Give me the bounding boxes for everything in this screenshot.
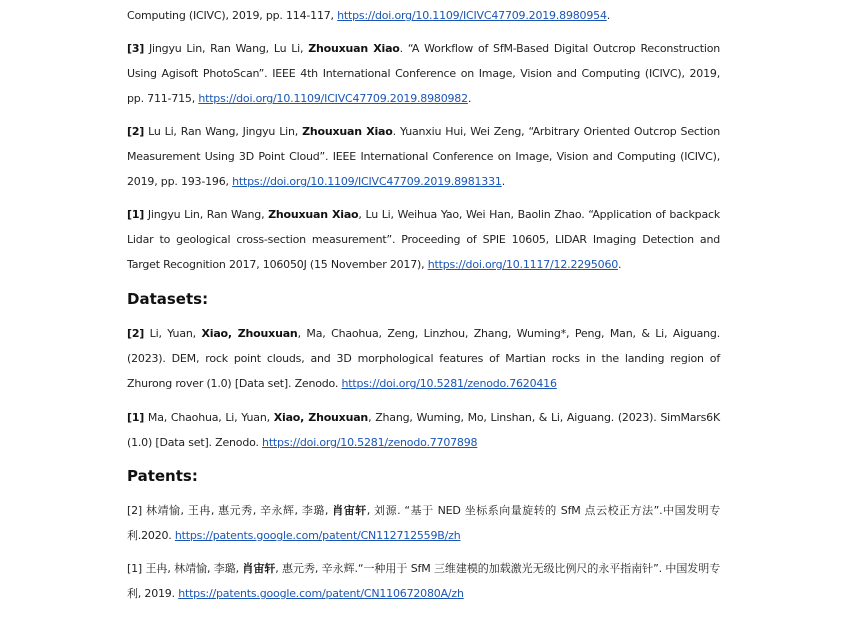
patent-1: [1] 王冉, 林靖愉, 李璐, 肖宙轩, 惠元秀, 辛永辉.“一种用于 SfM 三维建模的加载激光无级比例尺的永平指南针”. 中国发明专利, 2019. https://patents.google.com/patent/CN110672080A/zh (127, 562, 720, 600)
reference-continuation: Computing (ICIVC), 2019, pp. 114-117, https://doi.org/10.1109/ICIVC47709.2019.8980954. (127, 9, 611, 22)
author-highlight: Xiao, Zhouxuan (273, 411, 369, 424)
author-highlight: 肖宙轩 (242, 562, 276, 575)
author-highlight: Zhouxuan Xiao (308, 42, 400, 55)
doi-link[interactable]: https://doi.org/10.1117/12.2295060 (427, 258, 619, 271)
author-highlight: Zhouxuan Xiao (302, 125, 393, 138)
publication-number: [2] (127, 125, 145, 138)
author-highlight: Xiao, Zhouxuan (201, 327, 298, 340)
patent-number: [1] (127, 562, 142, 575)
author-highlight: Zhouxuan Xiao (268, 208, 359, 221)
publication-3: [3] Jingyu Lin, Ran Wang, Lu Li, Zhouxuan Xiao. “A Workflow of SfM-Based Digital Outcrop Reconstruction Using Agisoft PhotoScan”. IEEE 4th International Conference on Image, Vision and Computing (ICIVC), 2019, pp. 711-715, https://doi.org/10.1109/ICIVC47709.2019.8980982. (127, 42, 720, 105)
reference-text: Computing (ICIVC), 2019, pp. 114-117, (127, 9, 338, 22)
author-highlight: 肖宙轩 (332, 504, 367, 517)
dataset-number: [2] (127, 327, 145, 340)
patent-2: [2] 林靖愉, 王冉, 惠元秀, 辛永辉, 李璐, 肖宙轩, 刘源. “基于 NED 坐标系向量旋转的 SfM 点云校正方法”.中国发明专利.2020. https://patents.google.com/patent/CN112712559B/zh (127, 504, 720, 542)
publication-1: [1] Jingyu Lin, Ran Wang, Zhouxuan Xiao, Lu Li, Weihua Yao, Wei Han, Baolin Zhao. “Application of backpack Lidar to geological cross-section measurement”. Proceeding of SPIE 10605, LIDAR Imaging Detection and Target Recognition 2017, 106050J (15 November 2017), https://doi.org/10.1117/12.2295060. (127, 208, 721, 271)
publication-2: [2] Lu Li, Ran Wang, Jingyu Lin, Zhouxuan Xiao. Yuanxiu Hui, Wei Zeng, “Arbitrary Oriented Outcrop Section Measurement Using 3D Point Cloud”. IEEE International Conference on Image, Vision and Computing (ICIVC), 2019, pp. 193-196, https://doi.org/10.1109/ICIVC47709.2019.8981331. (127, 125, 721, 188)
patents-heading: Patents: (127, 467, 198, 485)
dataset-1: [1] Ma, Chaohua, Li, Yuan, Xiao, Zhouxuan, Zhang, Wuming, Mo, Linshan, & Li, Aiguang. (2023). SimMars6K (1.0) [Data set]. Zenodo. https://doi.org/10.5281/zenodo.7707898 (127, 411, 720, 449)
doi-link[interactable]: https://doi.org/10.1109/ICIVC47709.2019.8981331 (232, 175, 502, 188)
doi-link[interactable]: https://doi.org/10.1109/ICIVC47709.2019.8980982 (198, 92, 468, 105)
doi-link[interactable]: https://doi.org/10.5281/zenodo.7707898 (262, 436, 478, 449)
doi-link[interactable]: https://doi.org/10.1109/ICIVC47709.2019.8980954 (337, 9, 607, 22)
dataset-number: [1] (127, 411, 145, 424)
patent-link[interactable]: https://patents.google.com/patent/CN110672080A/zh (178, 587, 464, 600)
publication-number: [3] (127, 42, 145, 55)
dataset-2: [2] Li, Yuan, Xiao, Zhouxuan, Ma, Chaohua, Zeng, Linzhou, Zhang, Wuming*, Peng, Man, & Li, Aiguang. (2023). DEM, rock point clouds, and 3D morphological features of Martian rocks in the landing region of Zhurong rover (1.0) [Data set]. Zenodo. https://doi.org/10.5281/zenodo.7620416 (127, 327, 721, 390)
datasets-heading: Datasets: (127, 290, 209, 308)
publication-number: [1] (127, 208, 145, 221)
doi-link[interactable]: https://doi.org/10.5281/zenodo.7620416 (341, 377, 557, 390)
patent-link[interactable]: https://patents.google.com/patent/CN112712559B/zh (174, 529, 461, 542)
patent-number: [2] (127, 504, 142, 517)
